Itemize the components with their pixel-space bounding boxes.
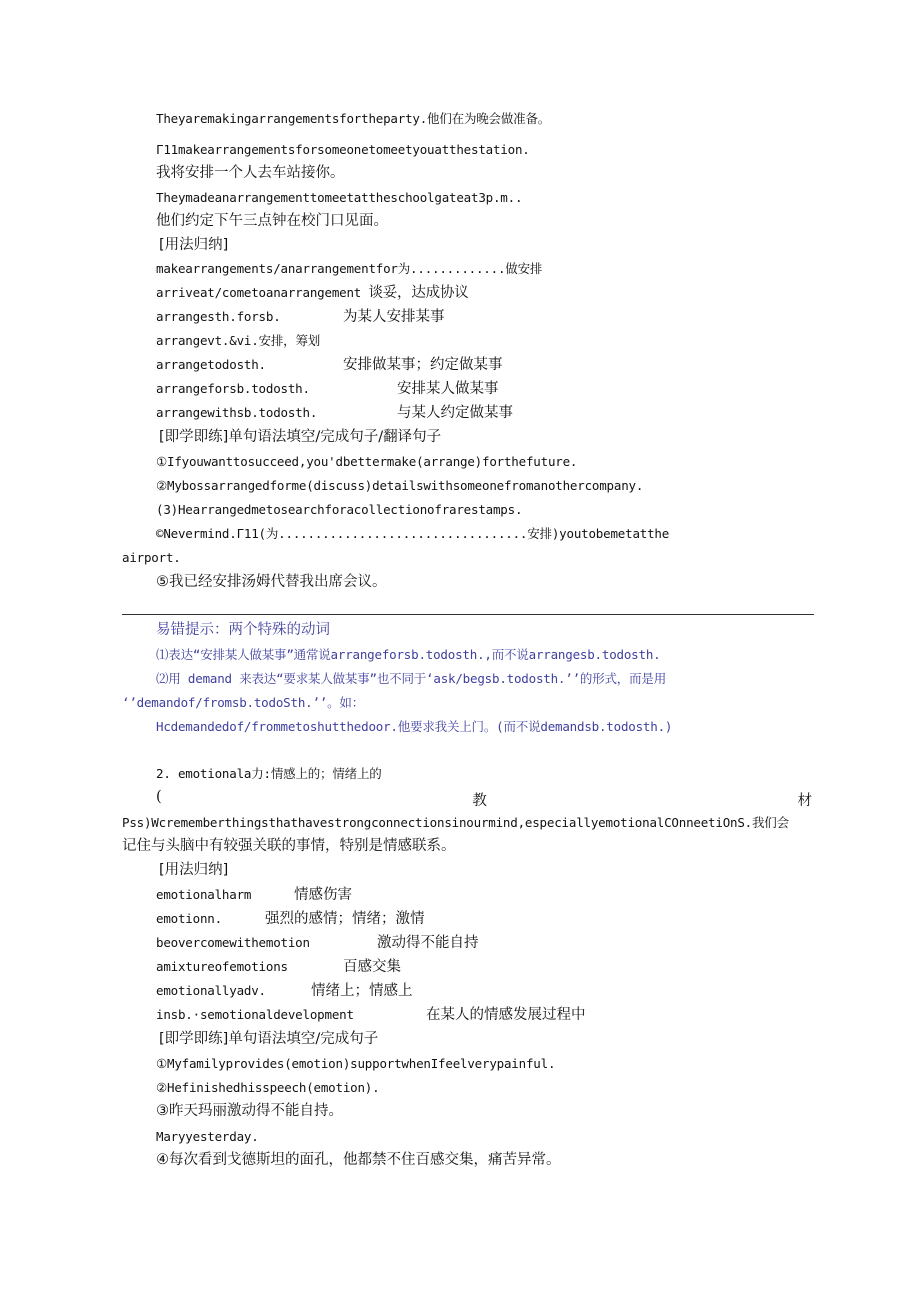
example-sentence: Γ11makearrangementsforsomeonetomeetyouatthestation.: [156, 142, 530, 157]
usage-meaning: 百感交集: [343, 959, 401, 975]
usage-term: emotionallyadv.: [156, 983, 266, 998]
section-heading: 2. emotionala力:情感上的；情绪上的: [156, 766, 382, 781]
practice-item: ④每次看到戈德斯坦的面孔，他都禁不住百感交集，痛苦异常。: [156, 1152, 561, 1168]
practice-item: ②Hefinishedhisspeech(emotion).: [156, 1080, 380, 1095]
practice-item: ©Nevermind.Γ11(为..................................安排)youtobemetatthe: [156, 526, 670, 541]
textbook-quote: Pss)Wcrememberthingsthathavestrongconnectionsinourmind,especiallyemotionalCOnneetiOnS.我们会: [122, 815, 789, 830]
practice-item: (3)Hearrangedmetosearchforacollectionofrarestamps.: [156, 502, 523, 517]
example-sentence: Theyaremakingarrangementsfortheparty.他们在为晚会做准备。: [156, 111, 551, 126]
usage-item: [156, 284, 469, 302]
usage-meaning: 安排某人做某事: [397, 381, 499, 397]
usage-meaning: 在某人的情感发展过程中: [426, 1007, 586, 1023]
usage-term: insb.·semotionaldevelopment: [156, 1007, 354, 1022]
textbook-char: 材: [797, 793, 812, 809]
tip-item: ⑴表达“安排某人做某事”通常说arrangeforsb.todosth.,而不说arrangesb.todosth.: [156, 647, 661, 662]
textbook-reference: [156, 789, 812, 810]
practice-item-continued: airport.: [122, 550, 181, 565]
usage-item: makearrangements/anarrangementfor为.............做安排: [156, 261, 543, 276]
usage-meaning: 为某人安排某事: [343, 309, 445, 325]
usage-heading: [用法归纳]: [159, 862, 229, 878]
usage-item: arrangevt.&vi.安排，筹划: [156, 333, 321, 348]
tip-example: Hcdemandedof/frommetoshutthedoor.他要求我关上门。(而不说demandsb.todosth.): [156, 719, 673, 734]
usage-term: arrangesth.forsb.: [156, 309, 281, 324]
practice-heading: [即学即练]单句语法填空/完成句子/翻译句子: [159, 429, 442, 445]
usage-term: arrangetodosth.: [156, 357, 266, 372]
usage-meaning: 安排做某事；约定做某事: [343, 357, 503, 373]
tip-heading: 易错提示：两个特殊的动词: [156, 622, 330, 638]
usage-term: emotionn.: [156, 911, 222, 926]
practice-heading: [即学即练]单句语法填空/完成句子: [159, 1031, 379, 1047]
usage-heading: [用法归纳]: [159, 237, 229, 253]
practice-item: ①Myfamilyprovides(emotion)supportwhenIfeelverypainful.: [156, 1056, 556, 1071]
practice-item: ①Ifyouwanttosucceed,you'dbettermake(arrange)forthefuture.: [156, 454, 578, 469]
usage-meaning: 谈妥，达成协议: [368, 285, 469, 301]
bracket-open: (: [156, 789, 162, 805]
usage-meaning: 与某人约定做某事: [397, 405, 513, 421]
tip-item-continued: ʻʼdemandof/fromsb.todoSth.ʼʼ。如：: [122, 695, 365, 710]
usage-term: beovercomewithemotion: [156, 935, 310, 950]
textbook-char: 教: [472, 793, 487, 809]
usage-term: arrangewithsb.todosth.: [156, 405, 318, 420]
usage-term: arrangeforsb.todosth.: [156, 381, 310, 396]
usage-meaning: 强烈的感情；情绪；激情: [265, 911, 425, 927]
usage-meaning: 情感伤害: [294, 887, 352, 903]
practice-item: ③昨天玛丽激动得不能自持。: [156, 1103, 343, 1119]
usage-term: emotionalharm: [156, 887, 252, 902]
usage-term: amixtureofemotions: [156, 959, 288, 974]
practice-item: ②Mybossarrangedforme(discuss)detailswithsomeonefromanothercompany.: [156, 478, 644, 493]
example-translation: 我将安排一个人去车站接你。: [156, 165, 345, 181]
practice-item: ⑤我已经安排汤姆代替我出席会议。: [156, 574, 387, 590]
usage-meaning: 激动得不能自持: [377, 935, 479, 951]
example-sentence: Theymadeanarrangementtomeetattheschoolgateat3p.m..: [156, 190, 523, 205]
practice-item-continued: Maryyesterday.: [156, 1129, 259, 1144]
tip-item: ⑵用 demand 来表达“要求某人做某事”也不同于ʻask/begsb.todosth.ʼʼ的形式，而是用: [156, 671, 666, 686]
section-divider: [122, 614, 814, 615]
textbook-quote-translation: 记住与头脑中有较强关联的事情，特别是情感联系。: [122, 838, 456, 854]
usage-term: arriveat/cometoanarrangement: [156, 285, 362, 300]
example-translation: 他们约定下午三点钟在校门口见面。: [156, 213, 388, 229]
usage-meaning: 情绪上；情感上: [311, 983, 413, 999]
